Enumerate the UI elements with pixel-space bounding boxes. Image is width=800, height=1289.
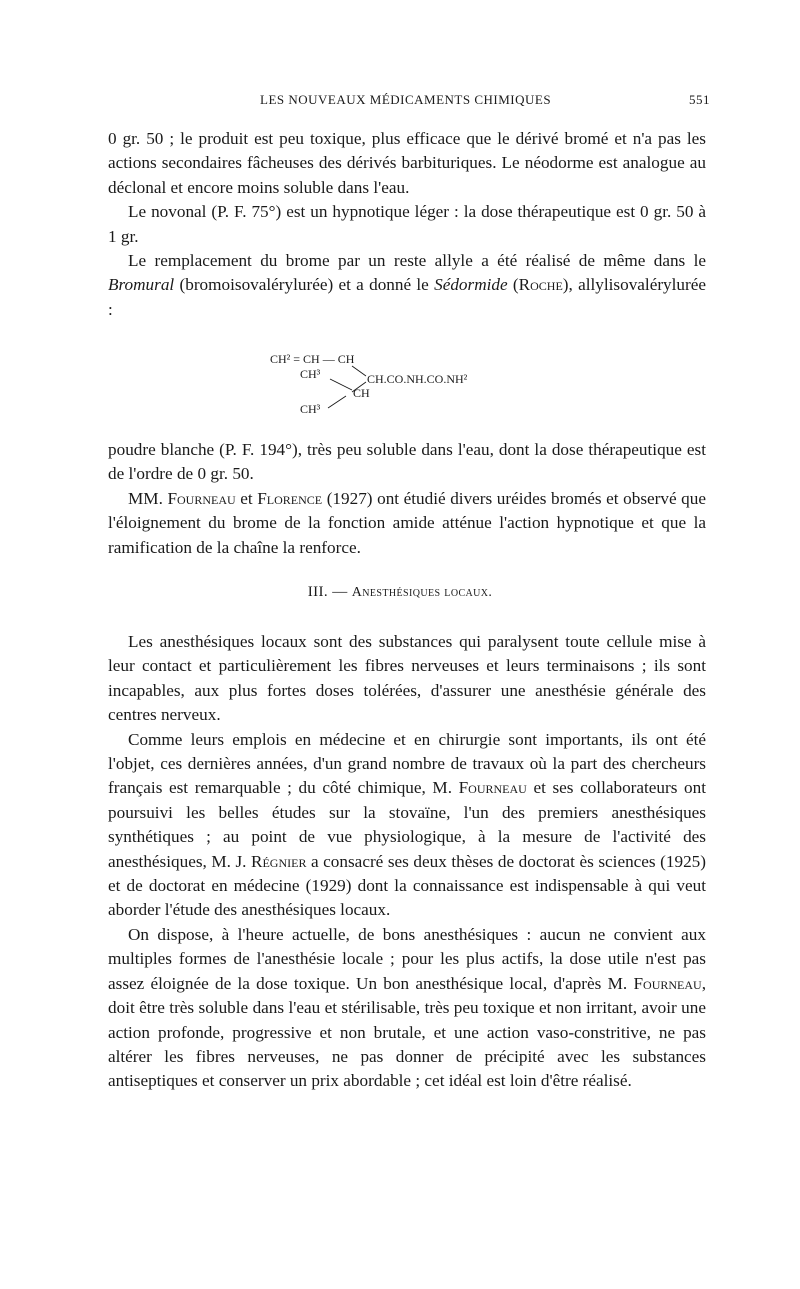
text-run: ( <box>507 275 519 295</box>
text-block-upper <box>108 127 706 322</box>
text-run: , doit être très soluble dans l'eau et stérilisable, très peu toxique et non irritant, avoir une action profonde, progressive et non brutale, et une action vaso-constritive, ne pas altérer les fibres nerveuses, ne pas donner de précipité avec les substances antiseptiques et conserver un prix abordable ; cet idéal est loin d'être réalisé. <box>108 973 706 1091</box>
author-fourneau: Fourneau <box>633 973 702 993</box>
formula-ch3-lower: CH³ <box>300 402 321 416</box>
formula-ch-middle: CH <box>353 386 370 400</box>
paragraph-novonal: Le novonal (P. F. 75°) est un hypnotique léger : la dose thérapeutique est 0 gr. 50 à 1 gr. <box>108 202 706 246</box>
paragraph-ideal-anesthetic <box>108 923 706 1094</box>
paragraph-poudre: poudre blanche (P. F. 194°), très peu soluble dans l'eau, dont la dose thérapeutique est de l'ordre de 0 gr. 50. <box>108 440 706 484</box>
paragraph-research <box>108 728 706 923</box>
author-fourneau: Fourneau <box>167 488 236 508</box>
drug-name-bromural: Bromural <box>108 275 175 295</box>
running-header <box>108 92 710 112</box>
formula-side-chain: CH.CO.NH.CO.NH² <box>367 372 468 386</box>
text-run: (bromoisovalérylurée) et a donné le <box>174 275 435 295</box>
text-block-middle <box>108 438 706 560</box>
text-run: (1927) ont étudié divers uréides bromés et observé que l'éloignement du brome de la fonction amide atténue l'action hypnotique et que la ramification de la chaîne la renforce. <box>108 488 706 557</box>
company-name-roche: Roche <box>518 275 563 295</box>
section-number: III. — <box>307 584 352 600</box>
bond-line-ch3-lower <box>328 396 346 408</box>
author-regnier: Régnier <box>251 851 307 871</box>
formula-line-1: CH² = CH — CH <box>270 352 355 366</box>
paragraph-definition: Les anesthésiques locaux sont des substances qui paralysent toute cellule mise à leur contact et particulièrement les fibres nerveuses et leurs terminaisons ; ils sont incapables, aux plus fortes doses tolérées, d'assurer une anesthésie générale des centres nerveux. <box>108 632 706 725</box>
text-block-lower <box>108 630 706 1094</box>
text-run: et <box>235 488 258 508</box>
chemical-formula <box>270 352 570 422</box>
paragraph-continuation: 0 gr. 50 ; le produit est peu toxique, plus efficace que le dérivé bromé et n'a pas les actions secondaires fâcheuses des dérivés barbituriques. Le néodorme est analogue au déclonal et encore moins soluble dans l'eau. <box>108 129 706 197</box>
text-run: MM. <box>128 488 168 508</box>
bond-line-ch3-upper <box>330 379 352 390</box>
author-fourneau: Fourneau <box>458 778 527 798</box>
text-run: Le remplacement du brome par un reste allyle a été réalisé de même dans le <box>128 251 706 271</box>
bond-line-upper <box>352 366 366 376</box>
formula-ch3-upper: CH³ <box>300 367 321 381</box>
running-title: LES NOUVEAUX MÉDICAMENTS CHIMIQUES <box>260 92 552 107</box>
section-title: Anesthésiques locaux. <box>351 585 493 600</box>
text-run: Comme leurs emplois en médecine et en chirurgie sont importants, ils ont été l'objet, ces dernières années, d'un grand nombre de travaux où la part des chercheurs français est remarquable ; du côté chimique, M. <box>108 729 706 798</box>
page-number: 551 <box>689 92 710 107</box>
paragraph-ureides <box>108 487 706 560</box>
section-heading <box>0 584 800 601</box>
text-run: a consacré ses deux thèses de doctorat ès sciences (1925) et de doctorat en médecine (1929) dont la connaissance est indispensable à qui veut aborder l'étude des anesthésiques locaux. <box>108 851 706 920</box>
paragraph-bromural <box>108 249 706 322</box>
text-run: On dispose, à l'heure actuelle, de bons anesthésiques : aucun ne convient aux multiples formes de l'anesthésie locale ; pour les plus actifs, la dose utile n'est pas assez éloignée de la dose toxique. Un bon anesthésique local, d'après M. <box>108 924 706 993</box>
text-run: et ses collaborateurs ont poursuivi les belles études sur la stovaïne, l'un des premiers anesthésiques synthétiques ; au point de vue physiologique, à la mesure de l'activité des anesthésiques, M. J. <box>108 778 706 871</box>
drug-name-sedormide: Sédormide <box>434 275 508 295</box>
author-florence: Florence <box>257 488 323 508</box>
text-run: ), allylisovalérylurée : <box>108 275 706 319</box>
